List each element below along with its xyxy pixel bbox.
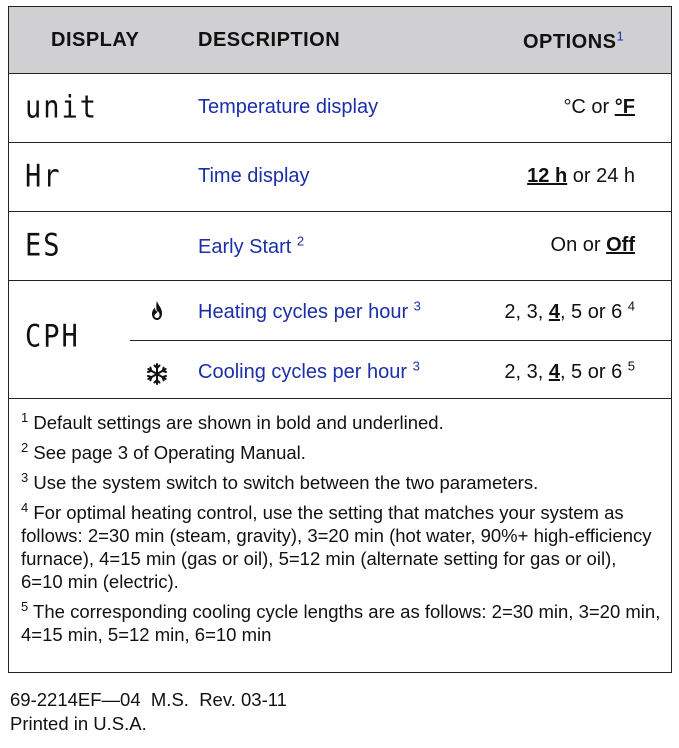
option-heating-post: , 5 or 6: [559, 301, 623, 323]
option-es: [551, 234, 635, 257]
printed-in: Printed in U.S.A.: [10, 713, 147, 734]
description-unit: Temperature display: [198, 96, 379, 118]
footnote-2: [21, 441, 661, 464]
footnote-3-number: 3: [21, 469, 29, 485]
footnote-1-number: 1: [21, 409, 29, 425]
footnote-3: [21, 471, 661, 494]
display-unit: unit: [25, 89, 99, 126]
display-cph: CPH: [25, 318, 80, 355]
option-cooling-pre: 2, 3,: [504, 361, 549, 383]
option-hr: [527, 165, 635, 188]
footnote-4-number: 4: [21, 499, 29, 515]
footnote-5-number: 5: [21, 598, 29, 614]
header-options-label: OPTIONS: [523, 31, 617, 53]
footnote-5-text: The corresponding cooling cycle lengths are as follows: 2=30 min, 3=20 min, 4=15 min, 5=12 min, 6=10 min: [21, 601, 661, 645]
header-description: DESCRIPTION: [198, 29, 341, 51]
footnotes: [21, 411, 661, 653]
description-heating: [198, 298, 421, 324]
display-hr: Hr: [25, 158, 62, 195]
description-es: [198, 233, 305, 259]
table-row-cph: [9, 281, 671, 399]
header-display: DISPLAY: [51, 29, 140, 51]
description-cooling-label: Cooling cycles per hour: [198, 361, 407, 383]
description-heating-label: Heating cycles per hour: [198, 301, 409, 323]
description-cooling-footnote: 3: [412, 358, 420, 374]
snowflake-icon: [145, 362, 169, 386]
footnote-5: [21, 600, 661, 646]
option-heating: [504, 298, 635, 324]
option-es-default: Off: [606, 234, 635, 256]
option-heating-default: 4: [548, 301, 560, 323]
footnote-4: [21, 501, 661, 593]
table-row-unit: [9, 74, 671, 143]
footnote-3-text: Use the system switch to switch between the two parameters.: [33, 472, 539, 493]
header-options-footnote: 1: [616, 28, 625, 44]
description-es-footnote: 2: [296, 233, 305, 249]
description-es-label: Early Start: [198, 236, 292, 258]
footnote-4-text: For optimal heating control, use the setting that matches your system as follows: 2=30 min (steam, gravity), 3=20 min (hot water, 90%+ high-efficiency furnace), 4=15 min (gas or oil), 5=12 min (alternate setting for gas or oil), 6=10 min (electric).: [21, 502, 652, 592]
table-row-hr: [9, 143, 671, 212]
option-hr-default: 12 h: [527, 165, 568, 187]
option-unit-pre: °C or: [563, 96, 615, 118]
option-cooling-default: 4: [548, 361, 560, 383]
description-hr: Time display: [198, 165, 310, 187]
settings-table: [8, 6, 672, 673]
option-cooling-post: , 5 or 6: [559, 361, 623, 383]
flame-icon: [145, 299, 169, 323]
cph-divider: [130, 340, 671, 341]
footnote-1-text: Default settings are shown in bold and underlined.: [33, 412, 444, 433]
document-number: 69-2214EF—04 M.S. Rev. 03-11: [10, 689, 287, 710]
option-unit: [563, 96, 635, 119]
footnote-2-number: 2: [21, 439, 29, 455]
option-heating-pre: 2, 3,: [504, 301, 549, 323]
option-es-pre: On or: [550, 234, 607, 256]
option-cooling-footnote: 5: [627, 358, 635, 374]
option-cooling: [504, 358, 635, 384]
footnote-1: [21, 411, 661, 434]
footnote-2-text: See page 3 of Operating Manual.: [33, 442, 306, 463]
header-options: [523, 28, 625, 54]
option-heating-footnote: 4: [627, 298, 635, 314]
option-hr-post: or 24 h: [567, 165, 635, 187]
table-header: [9, 7, 671, 74]
display-es: ES: [25, 227, 62, 264]
description-cooling: [198, 358, 420, 384]
table-row-es: [9, 212, 671, 281]
description-heating-footnote: 3: [413, 298, 421, 314]
document-footer: [10, 688, 287, 736]
option-unit-default: °F: [614, 96, 635, 118]
